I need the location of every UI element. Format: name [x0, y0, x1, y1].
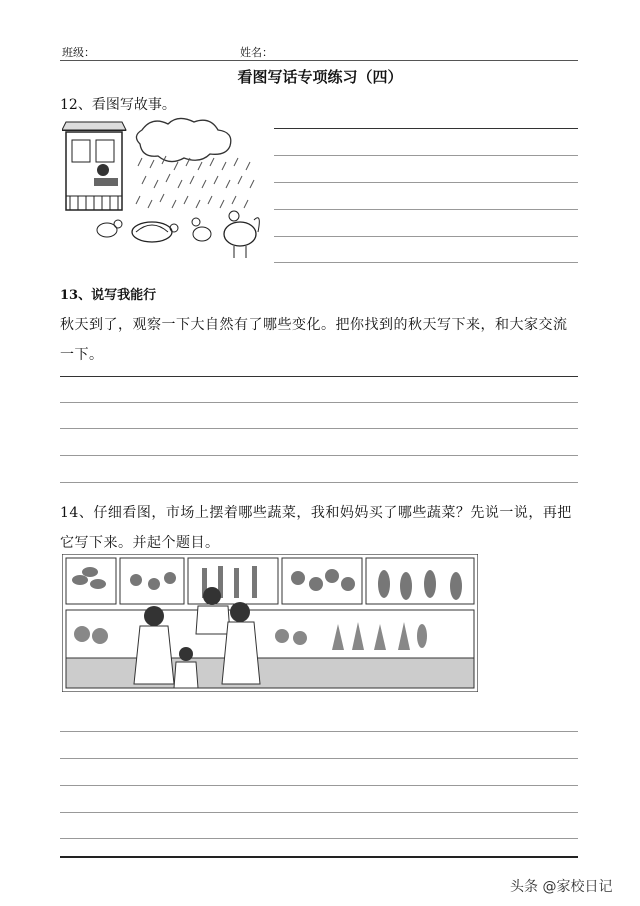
- bottom-rule: [60, 856, 578, 858]
- question-13-heading: 13、说写我能行: [60, 288, 157, 303]
- writing-line: [274, 262, 578, 263]
- writing-line: [60, 785, 578, 786]
- writing-line: [60, 428, 578, 429]
- rain-story-illustration: [62, 116, 272, 264]
- question-13-body: 秋天到了，观察一下大自然有了哪些变化。把你找到的秋天写下来，和大家交流一下。: [60, 317, 568, 363]
- writing-line: [274, 182, 578, 183]
- writing-line: [60, 402, 578, 403]
- watermark: 头条 @家校日记: [510, 879, 613, 895]
- question-12: 12、看图写故事。: [60, 97, 176, 113]
- writing-line: [274, 236, 578, 237]
- writing-line: [60, 758, 578, 759]
- question-14-body: 14、仔细看图，市场上摆着哪些蔬菜，我和妈妈买了哪些蔬菜？先说一说，再把它写下来。并起个题目。: [60, 505, 572, 551]
- writing-line: [60, 455, 578, 456]
- writing-line: [60, 731, 578, 732]
- writing-line: [60, 482, 578, 483]
- writing-line: [60, 376, 578, 377]
- writing-line: [274, 209, 578, 210]
- writing-line: [274, 128, 578, 129]
- writing-line: [60, 812, 578, 813]
- writing-line: [60, 838, 578, 839]
- header-rule: [60, 60, 578, 61]
- vegetable-market-illustration: [62, 554, 478, 692]
- writing-line: [274, 155, 578, 156]
- page-title: 看图写话专项练习（四）: [237, 68, 403, 86]
- class-label: 班级：: [62, 46, 95, 59]
- name-label: 姓名：: [240, 46, 273, 59]
